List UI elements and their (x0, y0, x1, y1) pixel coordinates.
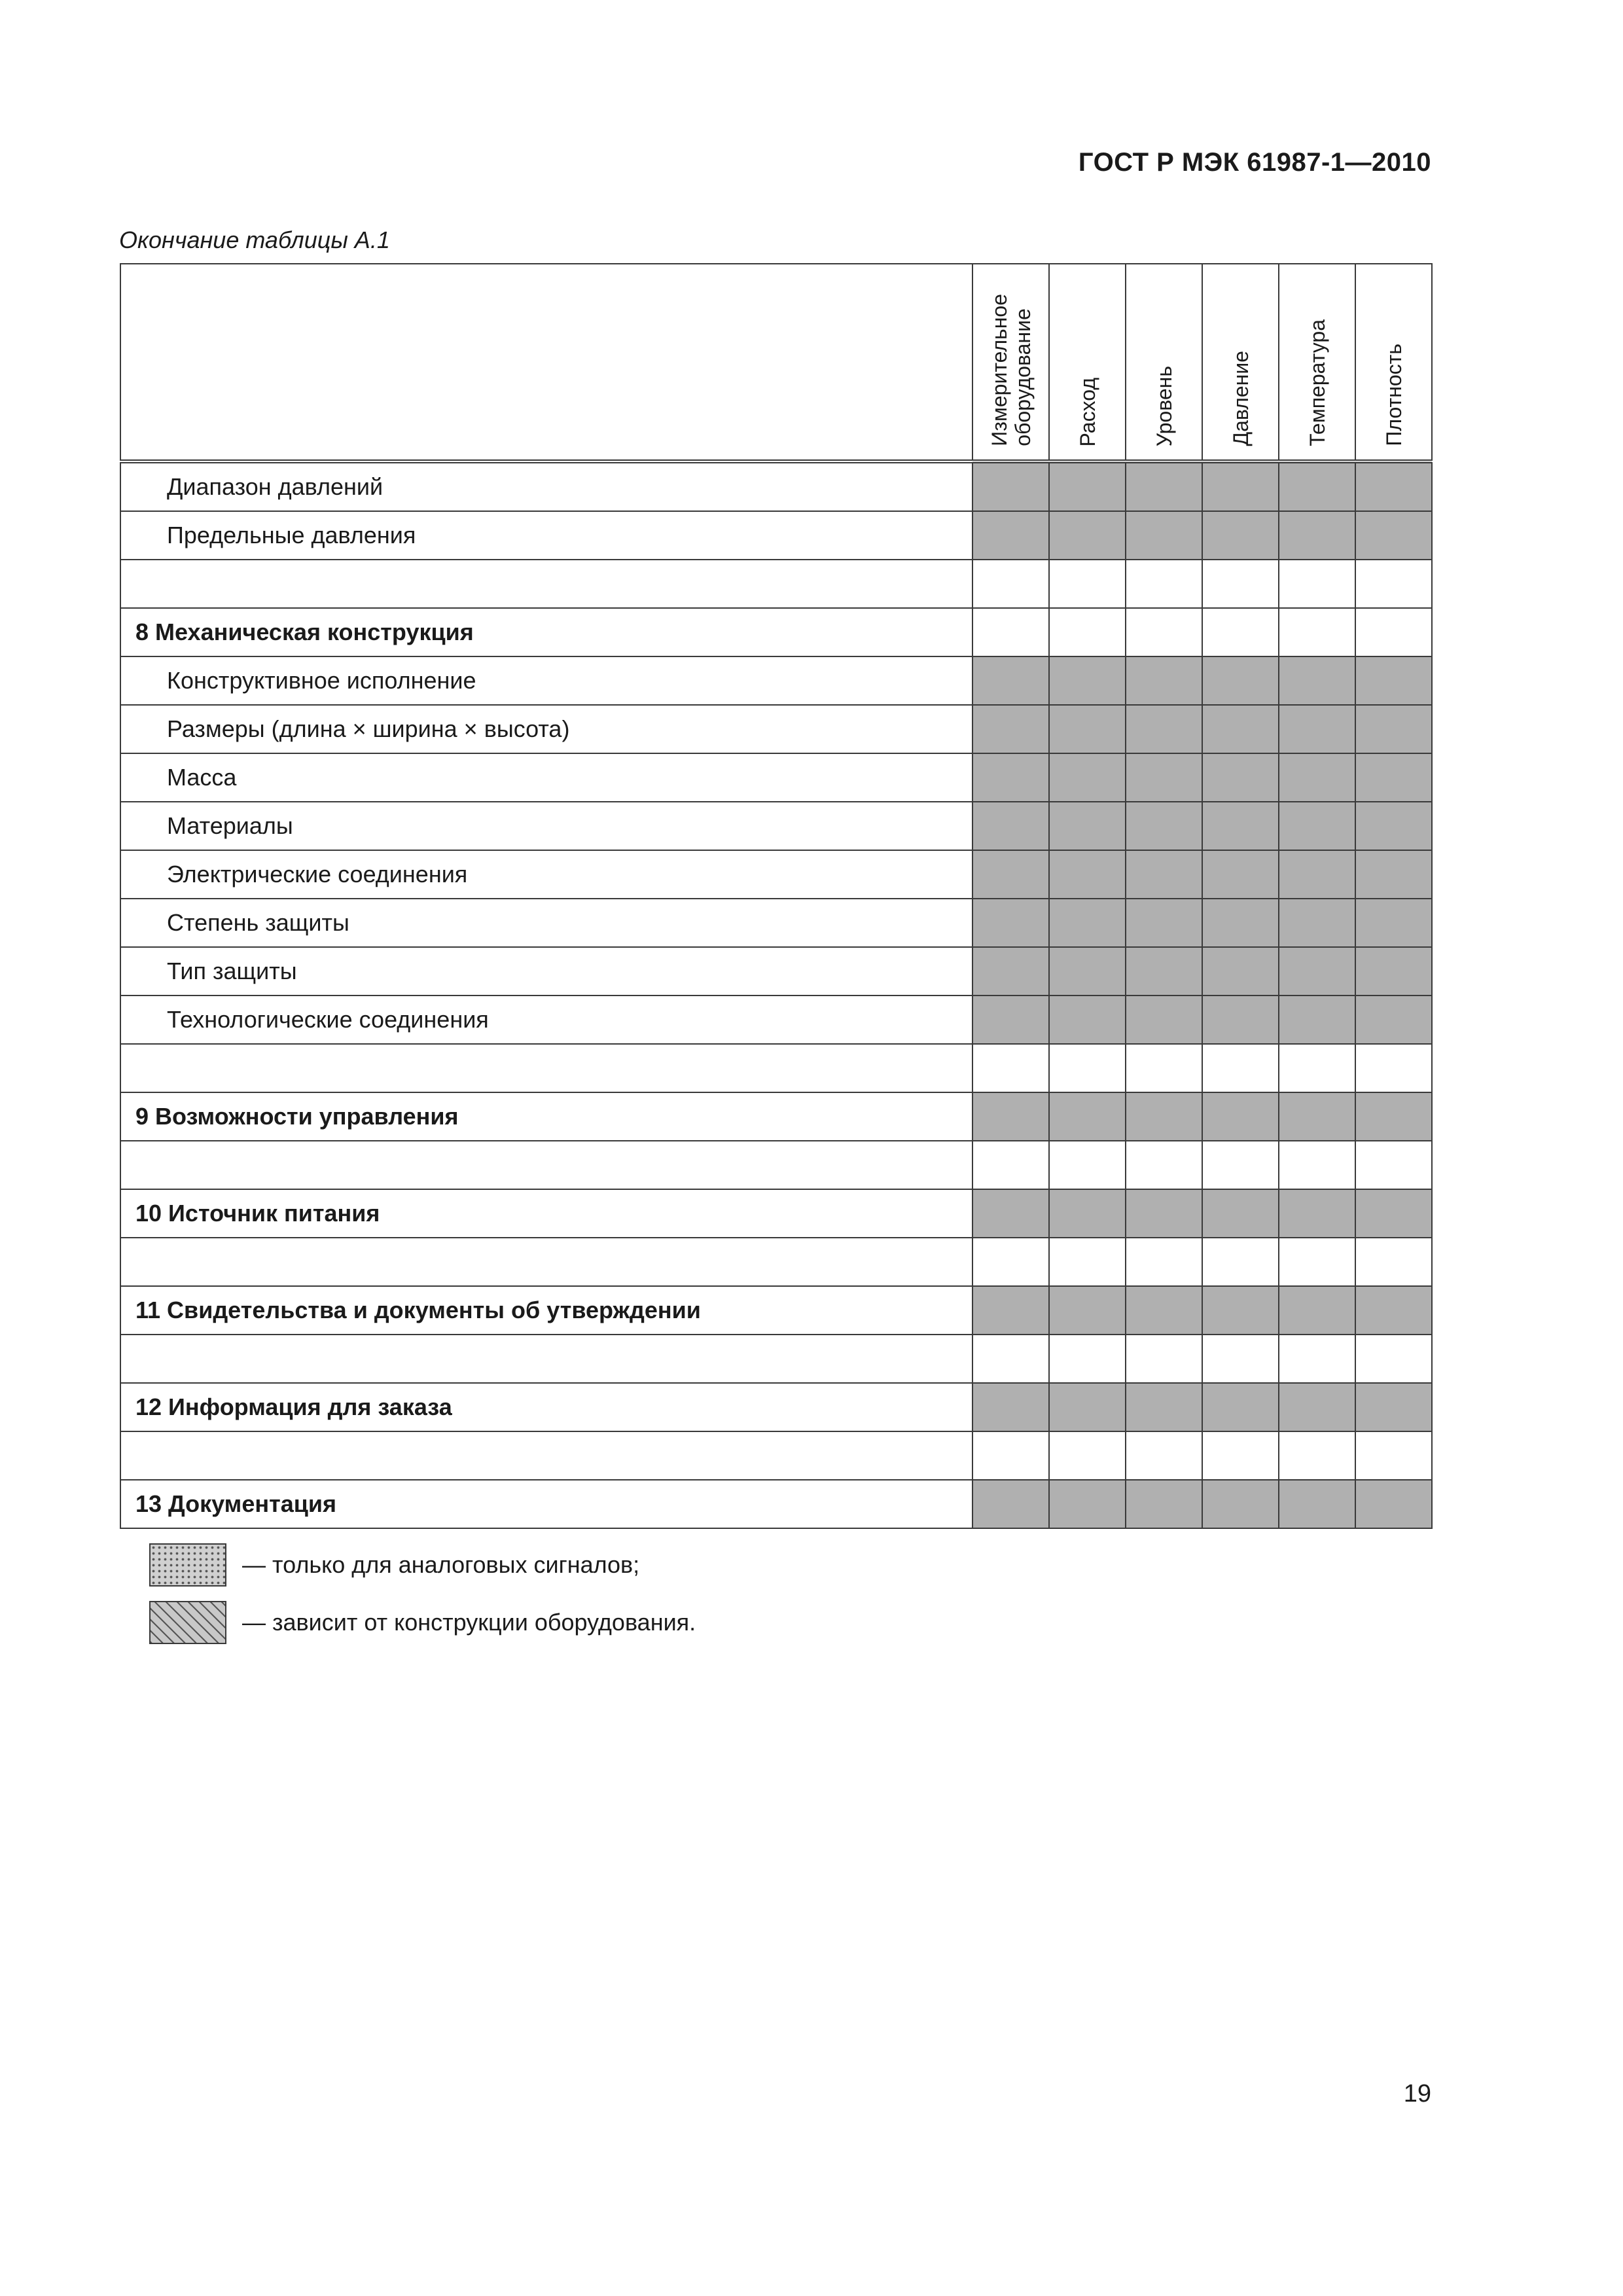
shaded-cell (1202, 461, 1279, 511)
row-label (120, 1141, 972, 1189)
shaded-cell (1049, 850, 1126, 899)
section-label: 11 Свидетельства и документы об утверждении (120, 1286, 972, 1335)
column-header (1126, 264, 1202, 461)
shaded-cell (1202, 656, 1279, 705)
shaded-cell (1126, 802, 1202, 850)
header-label-cell (120, 264, 972, 461)
section-label: 8 Механическая конструкция (120, 608, 972, 656)
hatched-pattern-swatch (149, 1601, 226, 1644)
shaded-cell (1279, 802, 1355, 850)
shaded-cell (1279, 899, 1355, 947)
table-row (120, 1044, 1432, 1092)
legend-text: — зависит от конструкции оборудования. (242, 1609, 696, 1636)
row-label: Электрические соединения (120, 850, 972, 899)
row-label: Материалы (120, 802, 972, 850)
empty-cell (1355, 1431, 1432, 1480)
shaded-cell (972, 1092, 1049, 1141)
shaded-cell (1049, 1286, 1126, 1335)
column-header-label: Давление (1228, 351, 1253, 446)
table-body (120, 461, 1432, 1528)
table-row (120, 899, 1432, 947)
shaded-cell (1049, 1092, 1126, 1141)
shaded-cell (972, 1286, 1049, 1335)
table-row (120, 656, 1432, 705)
shaded-cell (1279, 753, 1355, 802)
shaded-cell (1279, 705, 1355, 753)
shaded-cell (1049, 899, 1126, 947)
table-row (120, 560, 1432, 608)
shaded-cell (972, 461, 1049, 511)
empty-cell (1279, 1141, 1355, 1189)
table-row (120, 753, 1432, 802)
shaded-cell (1202, 1383, 1279, 1431)
row-label: Конструктивное исполнение (120, 656, 972, 705)
shaded-cell (972, 656, 1049, 705)
empty-cell (1049, 1238, 1126, 1286)
section-label: 10 Источник питания (120, 1189, 972, 1238)
row-label: Диапазон давлений (120, 461, 972, 511)
shaded-cell (1126, 461, 1202, 511)
shaded-cell (1049, 947, 1126, 996)
row-label: Масса (120, 753, 972, 802)
empty-cell (972, 1431, 1049, 1480)
shaded-cell (1279, 511, 1355, 560)
empty-cell (1279, 1044, 1355, 1092)
empty-cell (1355, 1141, 1432, 1189)
shaded-cell (972, 1189, 1049, 1238)
column-header-label: Температура (1305, 319, 1329, 446)
empty-cell (1279, 608, 1355, 656)
shaded-cell (1355, 1189, 1432, 1238)
shaded-cell (1126, 705, 1202, 753)
empty-cell (1202, 1141, 1279, 1189)
shaded-cell (1202, 705, 1279, 753)
table-row (120, 1383, 1432, 1431)
shaded-cell (1202, 1092, 1279, 1141)
row-label: Технологические соединения (120, 996, 972, 1044)
shaded-cell (1049, 802, 1126, 850)
empty-cell (1355, 1335, 1432, 1383)
shaded-cell (1279, 461, 1355, 511)
empty-cell (1202, 1238, 1279, 1286)
empty-cell (1049, 1141, 1126, 1189)
legend-item-analog (149, 1543, 639, 1587)
table-row (120, 608, 1432, 656)
shaded-cell (1355, 753, 1432, 802)
empty-cell (972, 1141, 1049, 1189)
section-label: 9 Возможности управления (120, 1092, 972, 1141)
shaded-cell (972, 753, 1049, 802)
shaded-cell (1126, 1383, 1202, 1431)
shaded-cell (972, 996, 1049, 1044)
table-row (120, 947, 1432, 996)
shaded-cell (1049, 705, 1126, 753)
shaded-cell (1355, 996, 1432, 1044)
legend-item-design (149, 1601, 696, 1644)
shaded-cell (972, 1383, 1049, 1431)
shaded-cell (972, 850, 1049, 899)
shaded-cell (1355, 511, 1432, 560)
row-label (120, 1431, 972, 1480)
empty-cell (1126, 608, 1202, 656)
shaded-cell (1355, 850, 1432, 899)
shaded-cell (1279, 656, 1355, 705)
empty-cell (972, 1335, 1049, 1383)
shaded-cell (1355, 947, 1432, 996)
shaded-cell (1279, 1480, 1355, 1528)
table-row (120, 1480, 1432, 1528)
shaded-cell (1279, 996, 1355, 1044)
table-row (120, 1092, 1432, 1141)
shaded-cell (1202, 996, 1279, 1044)
table-row (120, 802, 1432, 850)
empty-cell (972, 560, 1049, 608)
shaded-cell (972, 947, 1049, 996)
shaded-cell (1126, 656, 1202, 705)
shaded-cell (1049, 753, 1126, 802)
table-row (120, 1189, 1432, 1238)
empty-cell (1126, 1141, 1202, 1189)
column-header (1279, 264, 1355, 461)
shaded-cell (1279, 1383, 1355, 1431)
column-header (1049, 264, 1126, 461)
table-row (120, 850, 1432, 899)
empty-cell (1355, 1044, 1432, 1092)
page-number: 19 (1403, 2080, 1431, 2108)
shaded-cell (1279, 850, 1355, 899)
shaded-cell (1126, 996, 1202, 1044)
row-label (120, 560, 972, 608)
shaded-cell (1355, 656, 1432, 705)
empty-cell (1355, 1238, 1432, 1286)
column-header (972, 264, 1049, 461)
row-label: Размеры (длина × ширина × высота) (120, 705, 972, 753)
shaded-cell (1126, 947, 1202, 996)
table-row (120, 1238, 1432, 1286)
shaded-cell (1355, 705, 1432, 753)
empty-cell (972, 1044, 1049, 1092)
shaded-cell (1126, 753, 1202, 802)
empty-cell (1279, 1335, 1355, 1383)
table-row (120, 1431, 1432, 1480)
empty-cell (1202, 608, 1279, 656)
shaded-cell (1202, 1286, 1279, 1335)
empty-cell (1049, 608, 1126, 656)
shaded-cell (1202, 802, 1279, 850)
row-label (120, 1335, 972, 1383)
empty-cell (1279, 560, 1355, 608)
column-header (1355, 264, 1432, 461)
empty-cell (972, 1238, 1049, 1286)
shaded-cell (1049, 511, 1126, 560)
empty-cell (1049, 1431, 1126, 1480)
document-code: ГОСТ Р МЭК 61987-1—2010 (1078, 148, 1431, 177)
row-label: Степень защиты (120, 899, 972, 947)
shaded-cell (1279, 1189, 1355, 1238)
empty-cell (1126, 1335, 1202, 1383)
row-label (120, 1238, 972, 1286)
shaded-cell (1049, 1480, 1126, 1528)
shaded-cell (1126, 1480, 1202, 1528)
table-row (120, 705, 1432, 753)
empty-cell (1049, 560, 1126, 608)
shaded-cell (1202, 511, 1279, 560)
shaded-cell (1279, 947, 1355, 996)
shaded-cell (1049, 656, 1126, 705)
column-header-label: Плотность (1382, 344, 1406, 446)
table-header-row (120, 264, 1432, 461)
shaded-cell (1126, 850, 1202, 899)
shaded-cell (1355, 1286, 1432, 1335)
table-row (120, 1286, 1432, 1335)
shaded-cell (1279, 1092, 1355, 1141)
table-row (120, 461, 1432, 511)
column-header-label: Измерительное оборудование (987, 294, 1035, 446)
dotted-pattern-swatch (149, 1543, 226, 1587)
table-row (120, 511, 1432, 560)
shaded-cell (1355, 899, 1432, 947)
empty-cell (972, 608, 1049, 656)
table-row (120, 996, 1432, 1044)
section-label: 12 Информация для заказа (120, 1383, 972, 1431)
shaded-cell (1355, 1383, 1432, 1431)
shaded-cell (1126, 1286, 1202, 1335)
shaded-cell (1126, 899, 1202, 947)
shaded-cell (972, 1480, 1049, 1528)
shaded-cell (1202, 1480, 1279, 1528)
shaded-cell (1202, 850, 1279, 899)
empty-cell (1202, 1044, 1279, 1092)
empty-cell (1126, 1044, 1202, 1092)
shaded-cell (1049, 1189, 1126, 1238)
empty-cell (1355, 608, 1432, 656)
shaded-cell (972, 705, 1049, 753)
empty-cell (1126, 1431, 1202, 1480)
shaded-cell (1126, 511, 1202, 560)
column-header (1202, 264, 1279, 461)
shaded-cell (972, 802, 1049, 850)
shaded-cell (1355, 802, 1432, 850)
empty-cell (1126, 560, 1202, 608)
shaded-cell (1202, 1189, 1279, 1238)
shaded-cell (1279, 1286, 1355, 1335)
shaded-cell (1355, 461, 1432, 511)
shaded-cell (972, 899, 1049, 947)
empty-cell (1202, 560, 1279, 608)
table-row (120, 1335, 1432, 1383)
section-label: 13 Документация (120, 1480, 972, 1528)
shaded-cell (1202, 947, 1279, 996)
column-header-label: Расход (1075, 377, 1099, 446)
shaded-cell (1355, 1092, 1432, 1141)
shaded-cell (1049, 1383, 1126, 1431)
empty-cell (1355, 560, 1432, 608)
legend-text: — только для аналоговых сигналов; (242, 1551, 640, 1578)
shaded-cell (972, 511, 1049, 560)
empty-cell (1202, 1335, 1279, 1383)
shaded-cell (1126, 1092, 1202, 1141)
table-caption: Окончание таблицы А.1 (119, 226, 390, 253)
row-label: Предельные давления (120, 511, 972, 560)
empty-cell (1279, 1238, 1355, 1286)
shaded-cell (1202, 753, 1279, 802)
row-label (120, 1044, 972, 1092)
empty-cell (1279, 1431, 1355, 1480)
shaded-cell (1202, 899, 1279, 947)
shaded-cell (1126, 1189, 1202, 1238)
empty-cell (1126, 1238, 1202, 1286)
shaded-cell (1049, 461, 1126, 511)
specification-table (120, 263, 1433, 1529)
empty-cell (1049, 1044, 1126, 1092)
shaded-cell (1049, 996, 1126, 1044)
row-label: Тип защиты (120, 947, 972, 996)
shaded-cell (1355, 1480, 1432, 1528)
empty-cell (1049, 1335, 1126, 1383)
column-header-label: Уровень (1152, 365, 1176, 446)
table-row (120, 1141, 1432, 1189)
empty-cell (1202, 1431, 1279, 1480)
